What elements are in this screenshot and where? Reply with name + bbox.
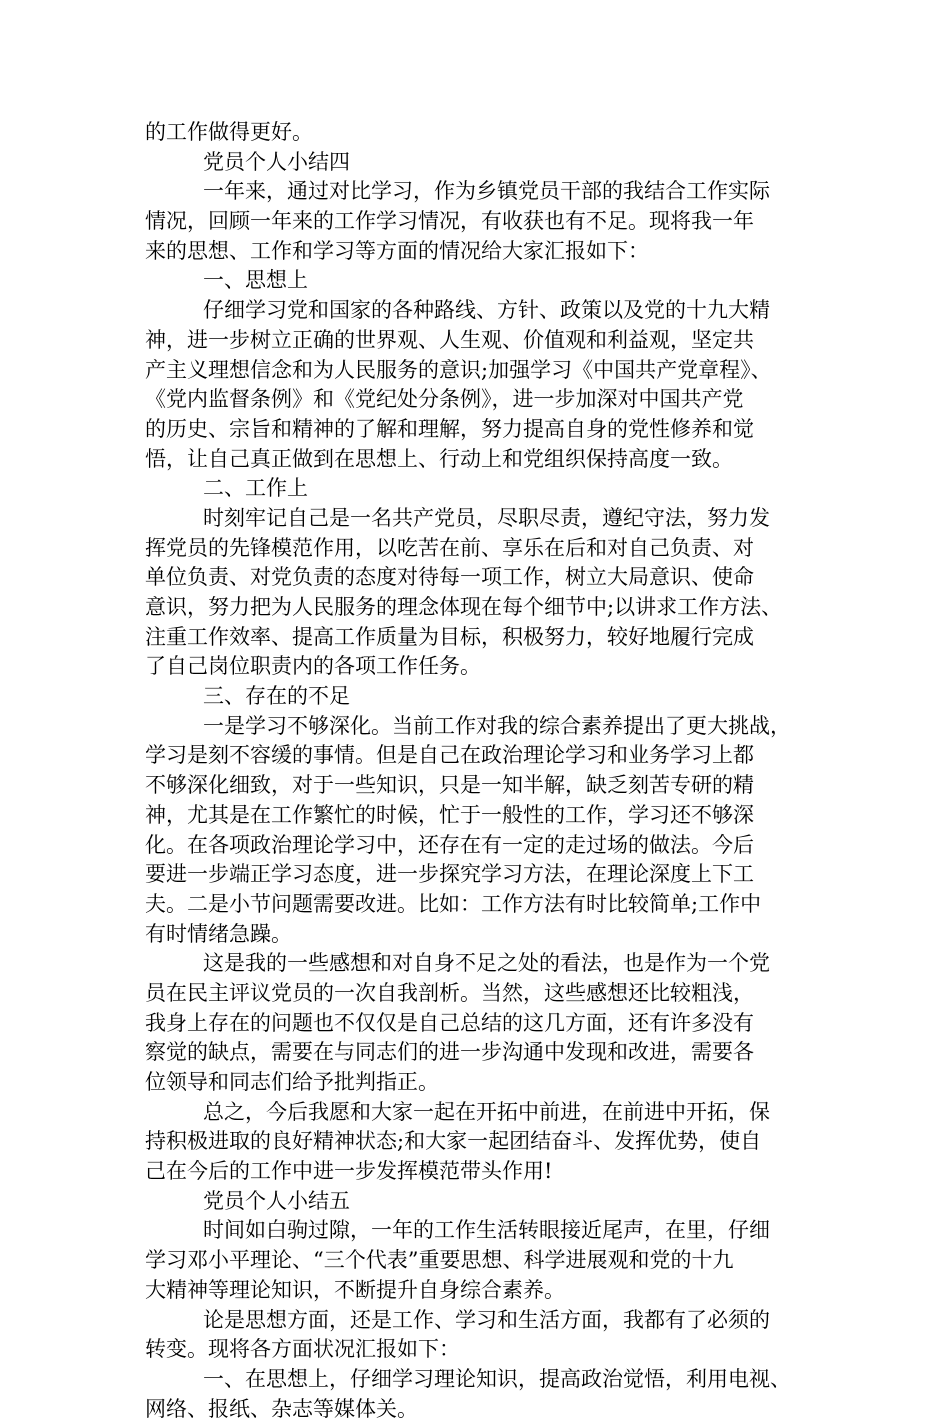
text-line: 网络、报纸、杂志等媒体关。 bbox=[145, 1396, 418, 1421]
text-line: 一、思想上 bbox=[203, 268, 308, 293]
text-line: 单位负责、对党负责的态度对待每一项工作，树立大局意识、使命 bbox=[145, 565, 754, 590]
text-line: 转变。现将各方面状况汇报如下： bbox=[145, 1337, 460, 1362]
text-line: 学习是刻不容缓的事情。但是自己在政治理论学习和业务学习上都 bbox=[145, 743, 754, 768]
text-line: 产主义理想信念和为人民服务的意识;加强学习《中国共产党章程》、 bbox=[145, 357, 772, 382]
text-line: 夫。二是小节问题需要改进。比如：工作方法有时比较简单;工作中 bbox=[145, 891, 762, 916]
text-line: 情况，回顾一年来的工作学习情况，有收获也有不足。现将我一年 bbox=[145, 209, 754, 234]
text-line: 位领导和同志们给予批判指正。 bbox=[145, 1070, 439, 1094]
text-line: 有时情绪急躁。 bbox=[145, 921, 292, 946]
text-line: 神，尤其是在工作繁忙的时候，忙于一般性的工作，学习还不够深 bbox=[145, 802, 754, 827]
text-line: 注重工作效率、提高工作质量为目标，积极努力，较好地履行完成 bbox=[145, 624, 754, 649]
text-line: 化。在各项政治理论学习中，还存在有一定的走过场的做法。今后 bbox=[145, 832, 754, 857]
text-line: 大精神等理论知识，不断提升自身综合素养。 bbox=[145, 1277, 565, 1302]
text-line: 的工作做得更好。 bbox=[145, 120, 313, 144]
text-line: 论是思想方面，还是工作、学习和生活方面，我都有了必须的 bbox=[203, 1307, 770, 1332]
text-line: 仔细学习党和国家的各种路线、方针、政策以及党的十九大精 bbox=[203, 298, 770, 323]
text-line: 要进一步端正学习态度，进一步探究学习方法，在理论深度上下工 bbox=[145, 862, 754, 887]
text-line: 党员个人小结四 bbox=[203, 149, 350, 174]
text-line: 总之，今后我愿和大家一起在开拓中前进，在前进中开拓，保 bbox=[203, 1099, 770, 1124]
text-line: 时间如白驹过隙，一年的工作生活转眼接近尾声，在里，仔细 bbox=[203, 1218, 770, 1243]
text-line: 一、在思想上，仔细学习理论知识，提高政治觉悟，利用电视、 bbox=[203, 1366, 791, 1391]
text-line: 这是我的一些感想和对自身不足之处的看法，也是作为一个党 bbox=[203, 951, 770, 976]
text-line: 悟，让自己真正做到在思想上、行动上和党组织保持高度一致。 bbox=[145, 446, 733, 471]
text-line: 不够深化细致，对于一些知识，只是一知半解，缺乏刻苦专研的精 bbox=[145, 773, 754, 798]
text-line: 一是学习不够深化。当前工作对我的综合素养提出了更大挑战， bbox=[203, 713, 791, 738]
text-line: 党员个人小结五 bbox=[203, 1188, 350, 1213]
text-line: 己在今后的工作中进一步发挥模范带头作用! bbox=[145, 1159, 553, 1184]
text-line: 神，进一步树立正确的世界观、人生观、价值观和利益观，坚定共 bbox=[145, 327, 754, 352]
text-line: 《党内监督条例》和《党纪处分条例》，进一步加深对中国共产党 bbox=[145, 387, 744, 412]
text-line: 意识，努力把为人民服务的理念体现在每个细节中;以讲求工作方法、 bbox=[145, 595, 783, 619]
text-line: 三、存在的不足 bbox=[203, 684, 350, 709]
document-body bbox=[145, 118, 825, 1424]
text-line: 我身上存在的问题也不仅仅是自己总结的这几方面，还有许多没有 bbox=[145, 1010, 754, 1035]
text-line: 一年来，通过对比学习，作为乡镇党员干部的我结合工作实际 bbox=[203, 179, 770, 204]
text-line: 察觉的缺点，需要在与同志们的进一步沟通中发现和改进，需要各 bbox=[145, 1040, 754, 1065]
text-line: 员在民主评议党员的一次自我剖析。当然，这些感想还比较粗浅， bbox=[145, 980, 754, 1005]
text-line: 持积极进取的良好精神状态;和大家一起团结奋斗、发挥优势，使自 bbox=[145, 1129, 762, 1154]
text-line: 了自己岗位职责内的各项工作任务。 bbox=[145, 654, 481, 679]
text-line: 学习邓小平理论、“三个代表”重要思想、科学进展观和党的十九 bbox=[145, 1248, 734, 1273]
text-line: 来的思想、工作和学习等方面的情况给大家汇报如下： bbox=[145, 238, 649, 263]
text-line: 挥党员的先锋模范作用，以吃苦在前、享乐在后和对自己负责、对 bbox=[145, 535, 754, 560]
text-line: 的历史、宗旨和精神的了解和理解，努力提高自身的党性修养和觉 bbox=[145, 416, 754, 441]
text-line: 二、工作上 bbox=[203, 476, 308, 501]
text-line: 时刻牢记自己是一名共产党员，尽职尽责，遵纪守法，努力发 bbox=[203, 505, 770, 530]
